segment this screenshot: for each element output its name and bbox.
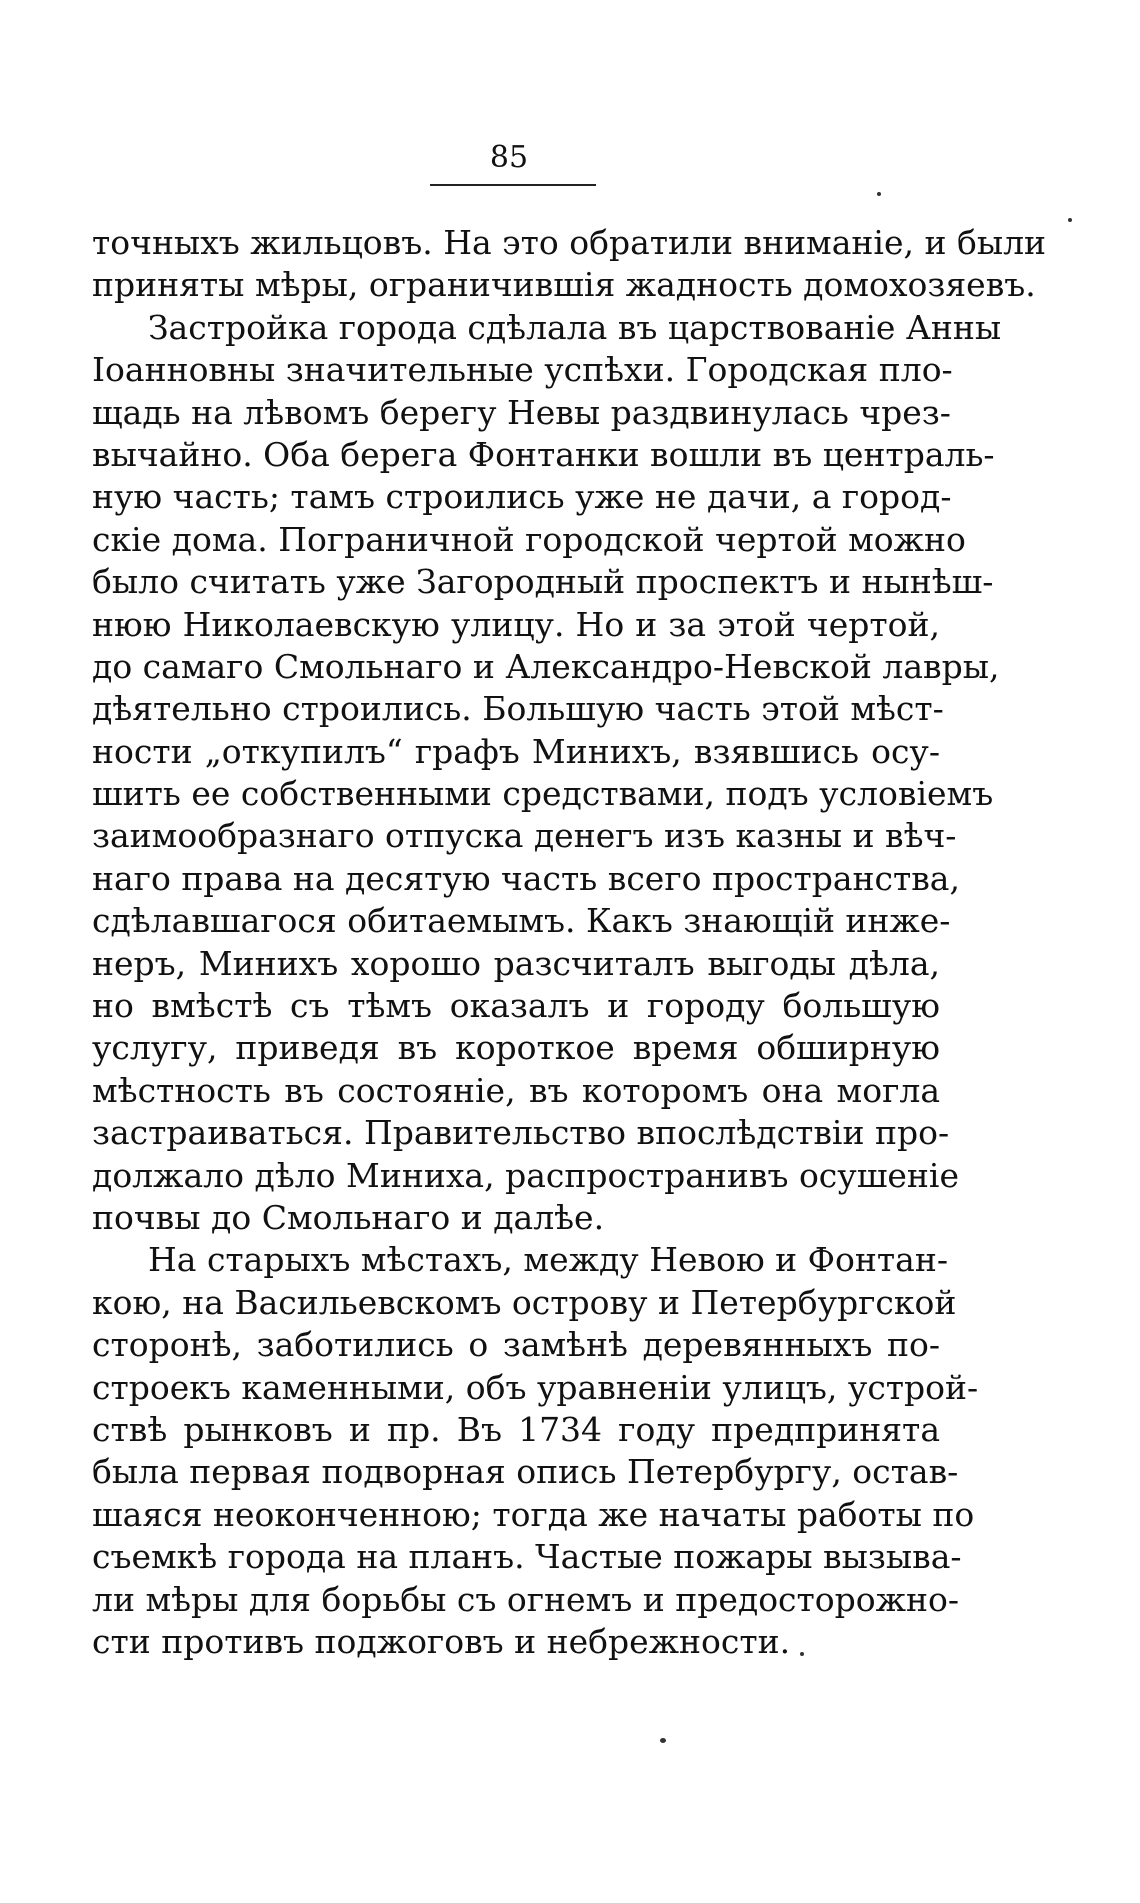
- text-line: ную часть; тамъ строились уже не дачи, а город-: [92, 477, 952, 517]
- text-line: шаяся неоконченною; тогда же начаты работы по: [92, 1494, 975, 1534]
- text-line: точныхъ жильцовъ. На это обратили вниманіе, и были: [92, 223, 1047, 262]
- text-line: ли мѣры для борьбы съ огнемъ и предосторожно-: [92, 1579, 960, 1619]
- paragraph-2: [92, 307, 1002, 1240]
- text-line: мѣстность въ состояніе, въ которомъ она могла: [92, 1070, 940, 1110]
- text-line: наго права на десятую часть всего пространства,: [92, 858, 960, 898]
- text-line: услугу, приведя въ короткое время обширную: [92, 1028, 940, 1068]
- page-number: 85: [489, 140, 529, 175]
- text-line: шить ее собственными средствами, подъ условіемъ: [92, 774, 994, 814]
- header-rule: [430, 184, 596, 186]
- text-line: сторонѣ, заботились о замѣнѣ деревянныхъ по-: [92, 1325, 940, 1365]
- text-line: до самаго Смольнаго и Александро-Невской лавры,: [92, 646, 1000, 686]
- text-line: приняты мѣры, ограничившія жадность домохозяевъ.: [92, 265, 1036, 305]
- text-line: было считать уже Загородный проспектъ и нынѣш-: [92, 562, 994, 602]
- text-line: дѣятельно строились. Большую часть этой мѣст-: [92, 689, 944, 729]
- scan-speck: [660, 1738, 666, 1743]
- text-line: неръ, Минихъ хорошо разсчиталъ выгоды дѣла,: [92, 943, 940, 983]
- text-line: почвы до Смольнаго и далѣе.: [92, 1197, 605, 1237]
- text-line: вычайно. Оба берега Фонтанки вошли въ централь-: [92, 434, 995, 474]
- scan-speck: [800, 1652, 804, 1656]
- text-line: сти противъ поджоговъ и небрежности.: [92, 1621, 791, 1661]
- paragraph-1: [92, 222, 1047, 307]
- text-line: сдѣлавшагося обитаемымъ. Какъ знающій инже-: [92, 901, 951, 941]
- scan-speck: [1068, 218, 1072, 222]
- text-line: должало дѣло Миниха, распространивъ осушеніе: [92, 1155, 959, 1195]
- text-line: щадь на лѣвомъ берегу Невы раздвинулась чрез-: [92, 392, 951, 432]
- text-line: строекъ каменными, объ уравненіи улицъ, устрой-: [92, 1367, 979, 1407]
- text-line: ности „откупилъ“ графъ Минихъ, взявшись осу-: [92, 731, 940, 771]
- text-line: но вмѣстѣ съ тѣмъ оказалъ и городу большую: [92, 986, 940, 1026]
- body-text: [92, 222, 1047, 1663]
- text-line: застраиваться. Правительство впослѣдствіи про-: [92, 1113, 950, 1153]
- text-line: Застройка города сдѣлала въ царствованіе Анны: [148, 307, 1002, 347]
- text-line: заимообразнаго отпуска денегъ изъ казны и вѣч-: [92, 816, 957, 856]
- text-line: ствѣ рынковъ и пр. Въ 1734 году предпринята: [92, 1409, 940, 1449]
- paragraph-3: [92, 1239, 979, 1663]
- text-line: нюю Николаевскую улицу. Но и за этой чертой,: [92, 604, 940, 644]
- text-line: съемкѣ города на планъ. Частые пожары вызыва-: [92, 1537, 962, 1577]
- text-line: Іоанновны значительные успѣхи. Городская пло-: [92, 350, 953, 390]
- text-line: скіе дома. Пограничной городской чертой можно: [92, 519, 966, 559]
- text-line: была первая подворная опись Петербургу, остав-: [92, 1452, 959, 1492]
- text-line: кою, на Васильевскомъ острову и Петербургской: [92, 1282, 957, 1322]
- text-line: На старыхъ мѣстахъ, между Невою и Фонтан-: [148, 1240, 948, 1280]
- scan-speck: [877, 192, 881, 196]
